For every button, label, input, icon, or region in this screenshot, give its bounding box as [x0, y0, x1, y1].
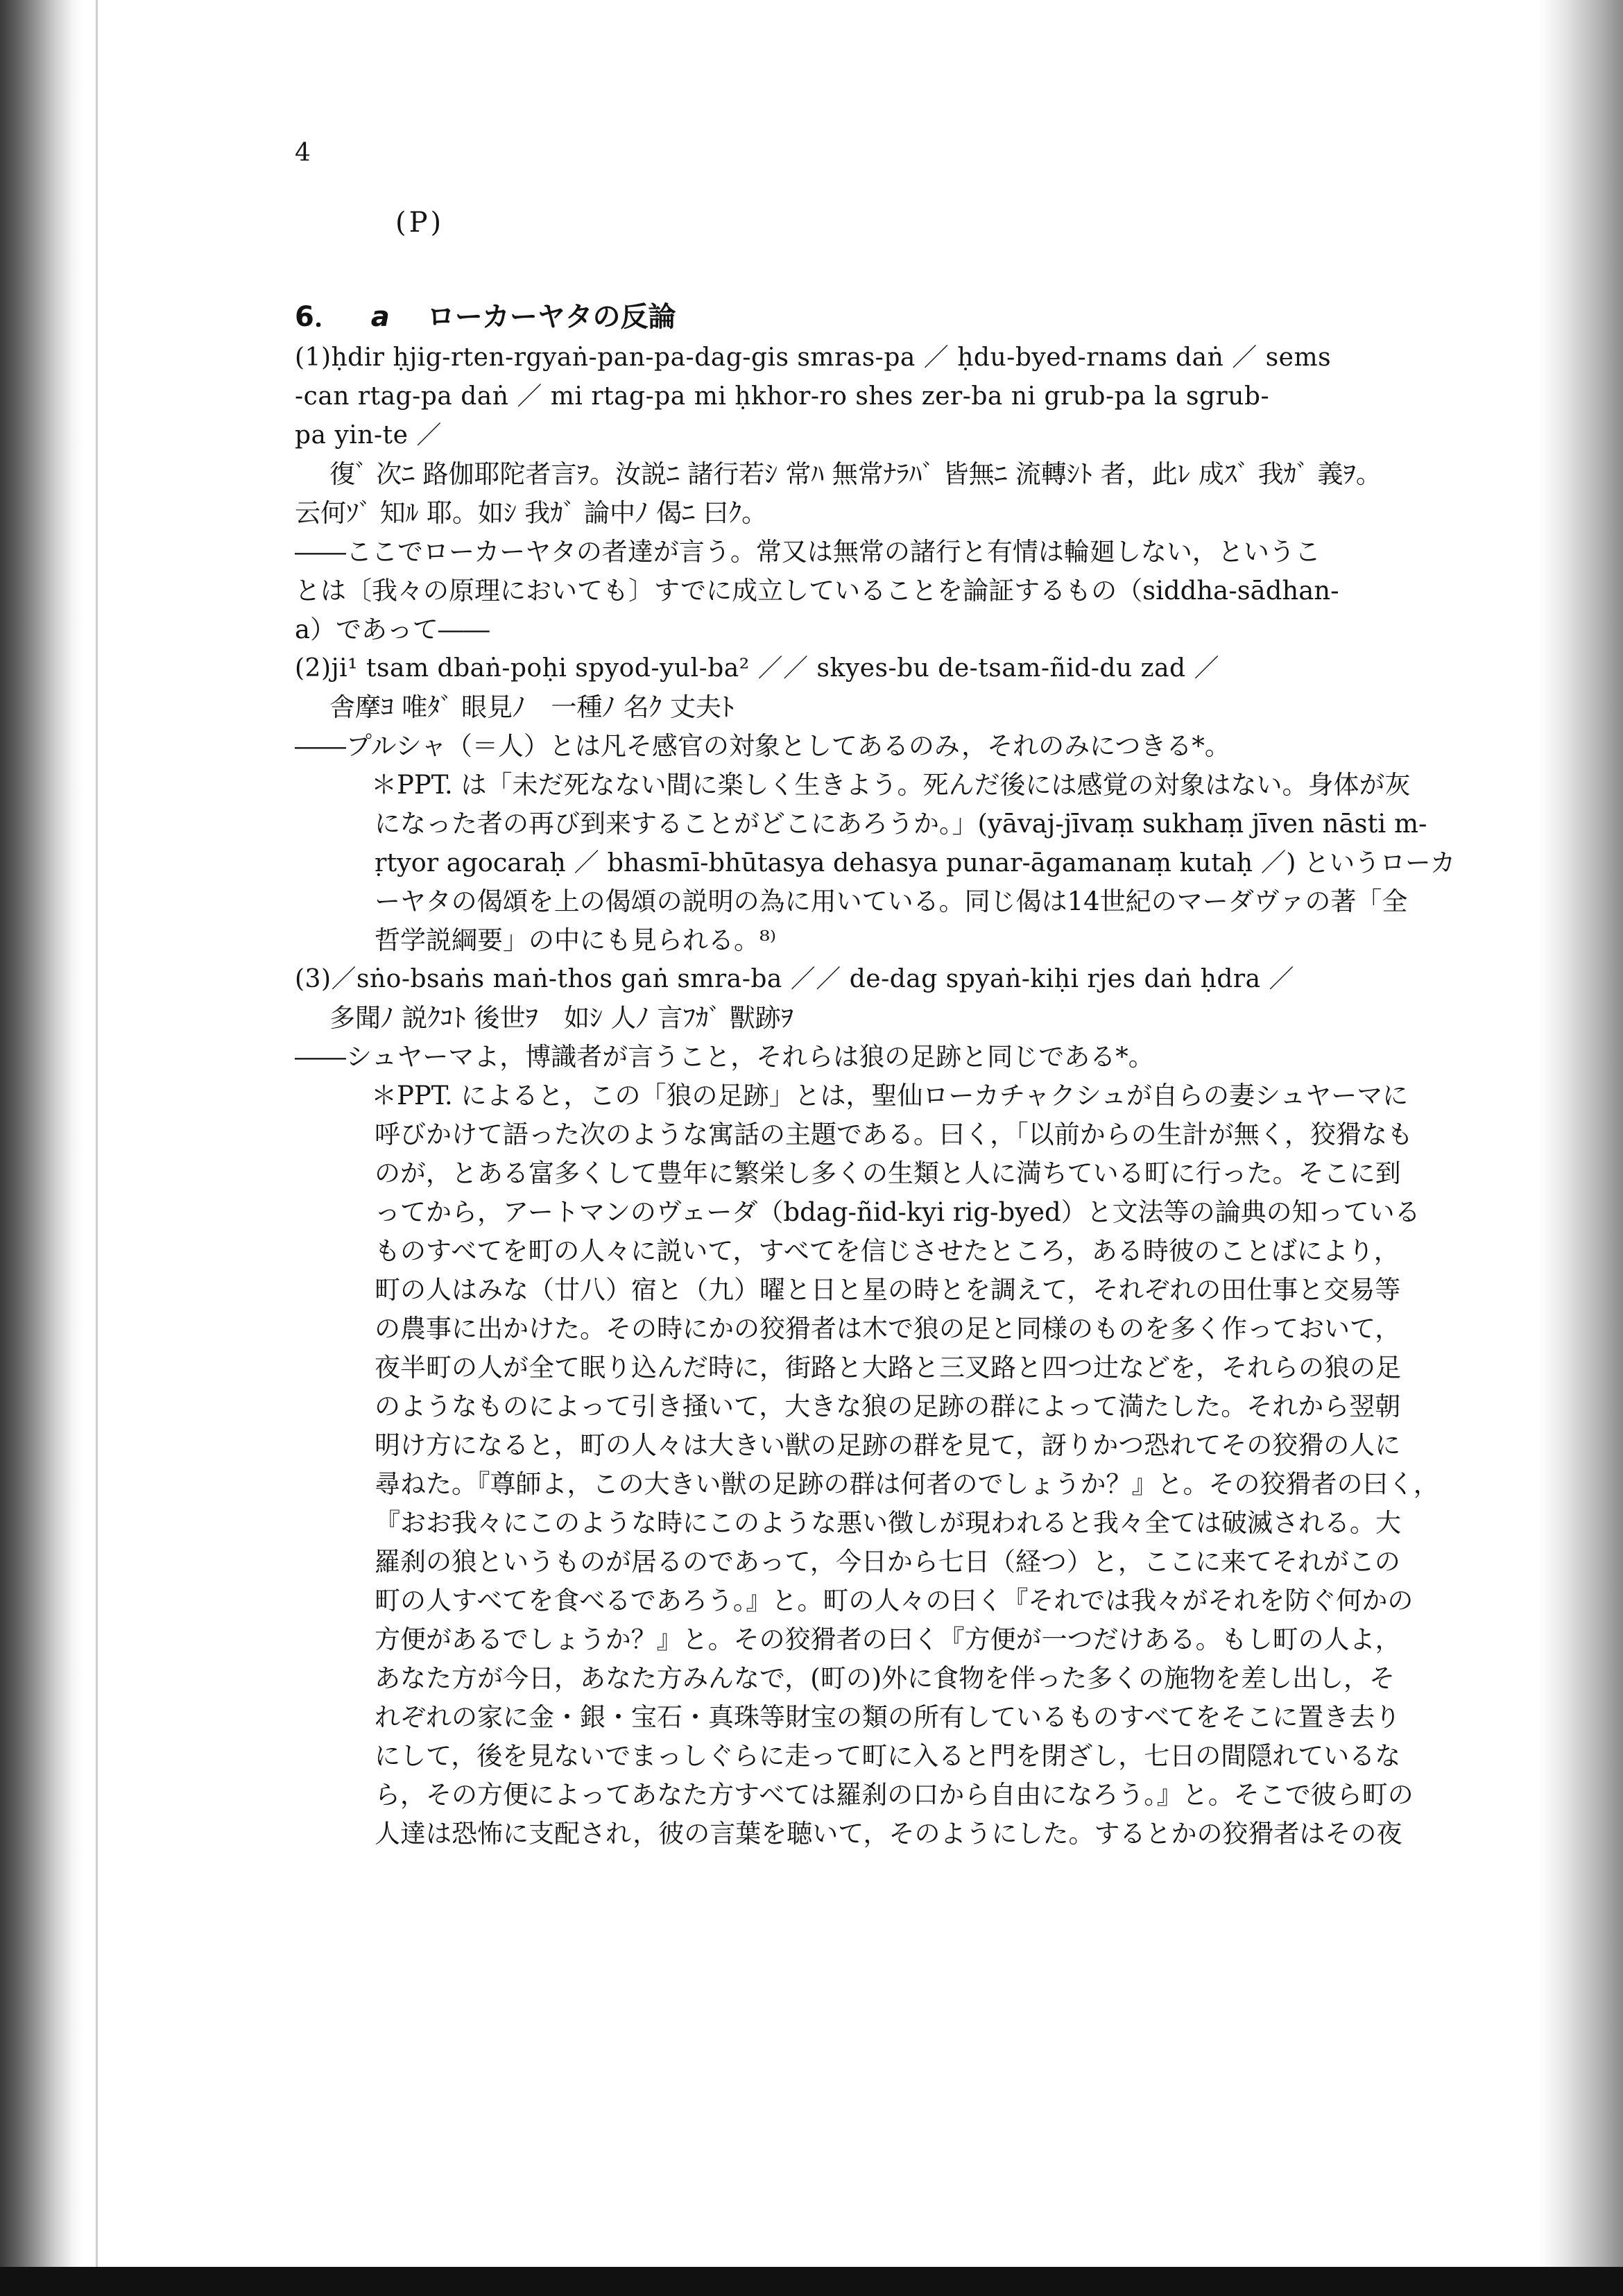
part-label: (P): [395, 207, 445, 239]
text-line: a）であって――: [295, 615, 490, 644]
note-line: 町の人すべてを食べるであろう。』と。町の人々の曰く『それでは我々がそれを防ぐ何かの: [375, 1586, 1414, 1616]
note-line: 方便があるでしょうか？』と。その狡猾者の曰く『方便が一つだけある。もし町の人よ，: [375, 1625, 1401, 1654]
text-line: ――プルシャ（＝人）とは凡そ感官の対象としてあるのみ，それのみにつきる*。: [295, 731, 1230, 761]
note-line: 人達は恐怖に支配され，彼の言葉を聴いて，そのようにした。するとかの狡猾者はその夜: [375, 1819, 1402, 1849]
note-line: ＊PPT. は「未だ死なない間に楽しく生きよう。死んだ後には感覚の対象はない。身体が灰: [371, 770, 1411, 800]
note-line: 夜半町の人が全て眠り込んだ時に，街路と大路と三叉路と四つ辻などを，それらの狼の足: [375, 1353, 1401, 1382]
text-line-chinese: 舎摩ﾖ 唯ﾀﾞ 眼見ﾉ 一種ﾉ 名ｸ 丈夫ﾄ: [329, 692, 735, 722]
text-line-chinese: 多聞ﾉ 説ｸｺﾄ 後世ｦ 如ｼ 人ﾉ 言ﾌｶﾞ 獸跡ｦ: [329, 1003, 794, 1033]
text-line-chinese: 復ﾞ 次ﾆ 路伽耶陀者言ｦ。汝説ﾆ 諸行若ｼ 常ﾊ 無常ﾅﾗﾊﾞ 皆無ﾆ 流轉ｼﾄ 者，此ﾚ 成ｽﾞ 我ｶﾞ 義ｦ。: [329, 459, 1382, 489]
note-line: 『おお我々にこのような時にこのような悪い徴しが現われると我々全ては破滅される。大: [375, 1508, 1401, 1538]
note-line: のが，とある富多くして豊年に繁栄し多くの生類と人に満ちている町に行った。そこに到: [375, 1158, 1401, 1188]
note-line: れぞれの家に金・銀・宝石・真珠等財宝の類の所有しているものすべてをそこに置き去り: [375, 1702, 1401, 1732]
text-line-tibetan: pa yin-te ／: [295, 421, 442, 449]
note-line: 呼びかけて語った次のような寓話の主題である。曰く，「以前からの生計が無く，狡猾なも: [375, 1120, 1414, 1149]
text-line-tibetan: -can rtag-pa daṅ ／ mi rtag-pa mi ḥkhor-ro shes zer-ba ni grub-pa la sgrub-: [295, 382, 1270, 411]
note-line: の農事に出かけた。その時にかの狡猾者は木で狼の足と同様のものを多く作っておいて，: [375, 1314, 1401, 1344]
note-line: 尋ねた。『尊師よ，この大きい獣の足跡の群は何者のでしょうか？』と。その狡猾者の曰く，: [375, 1469, 1439, 1499]
note-line: ってから，アートマンのヴェーダ（bdag-ñid-kyi rig-byed）と文法等の論典の知っている: [375, 1197, 1420, 1227]
text-line: ――ここでローカーヤタの者達が言う。常又は無常の諸行と有情は輪廻しない，というこ: [295, 537, 1321, 567]
scan-bottom-bar: [0, 2267, 1623, 2296]
note-line: 哲学説綱要」の中にも見られる。⁸⁾: [375, 925, 776, 955]
body-text: [295, 339, 1467, 1853]
page-number: 4: [295, 139, 311, 167]
note-line: のようなものによって引き掻いて，大きな狼の足跡の群によって満たした。それから翌朝: [375, 1391, 1401, 1421]
note-line: ものすべてを町の人々に説いて，すべてを信じさせたところ，ある時彼のことばにより，: [375, 1236, 1400, 1266]
note-line: にして，後を見ないでまっしぐらに走って町に入ると門を閉ざし，七日の間隠れているな: [375, 1741, 1401, 1771]
section-title: ローカーヤタの反論: [427, 301, 676, 333]
note-line: ＊PPT. によると，この「狼の足跡」とは，聖仙ローカチャクシュが自らの妻シュヤーマに: [371, 1081, 1409, 1111]
text-line: ――シュヤーマよ，博識者が言うこと，それらは狼の足跡と同じである*。: [295, 1042, 1154, 1072]
note-line: 明け方になると，町の人々は大きい獣の足跡の群を見て，訝りかつ恐れてその狡猾の人に: [375, 1430, 1401, 1460]
text-line: とは〔我々の原理においても〕すでに成立していることを論証するもの（siddha-sādhan-: [295, 576, 1339, 606]
text-line-tibetan: (1)ḥdir ḥjig-rten-rgyaṅ-pan-pa-dag-gis smras-pa ／ ḥdu-byed-rnams daṅ ／ sems: [295, 343, 1332, 372]
text-line-chinese: 云何ｿﾞ 知ﾙ 耶。如ｼ 我ｶﾞ 論中ﾉ 偈ﾆ 曰ｸ。: [295, 498, 768, 528]
note-line: ṛtyor agocaraḥ ／ bhasmī-bhūtasya dehasya punar-āgamanaṃ kutaḥ ／) というローカ: [375, 848, 1456, 877]
section-heading: [295, 295, 676, 334]
note-line: ら，その方便によってあなた方すべては羅刹の口から自由になろう。』と。そこで彼ら町の: [375, 1780, 1414, 1810]
note-line: 羅刹の狼というものが居るのであって，今日から七日（経つ）と，ここに来てそれがこの: [375, 1547, 1400, 1577]
note-line: 町の人はみな（廿八）宿と（九）曜と日と星の時とを調えて，それぞれの田仕事と交易等: [375, 1275, 1401, 1305]
note-line: になった者の再び到来することがどこにあろうか。」(yāvaj-jīvaṃ sukhaṃ jīven nāsti m-: [375, 809, 1427, 839]
text-line-tibetan: (3)／sṅo-bsaṅs maṅ-thos gaṅ smra-ba ／／ de-dag spyaṅ-kiḥi rjes daṅ ḥdra ／: [295, 965, 1294, 993]
note-line: ーヤタの偈頌を上の偈頌の説明の為に用いている。同じ偈は14世紀のマーダヴァの著「全: [375, 886, 1408, 916]
note-line: あなた方が今日，あなた方みんなで，(町の)外に食物を伴った多くの施物を差し出し，そ: [375, 1663, 1396, 1693]
section-sub: a: [370, 301, 390, 333]
text-line-tibetan: (2)ji¹ tsam dbaṅ-poḥi spyod-yul-ba² ／／ skyes-bu de-tsam-ñid-du zad ／: [295, 654, 1220, 683]
section-number: 6．: [295, 301, 342, 333]
